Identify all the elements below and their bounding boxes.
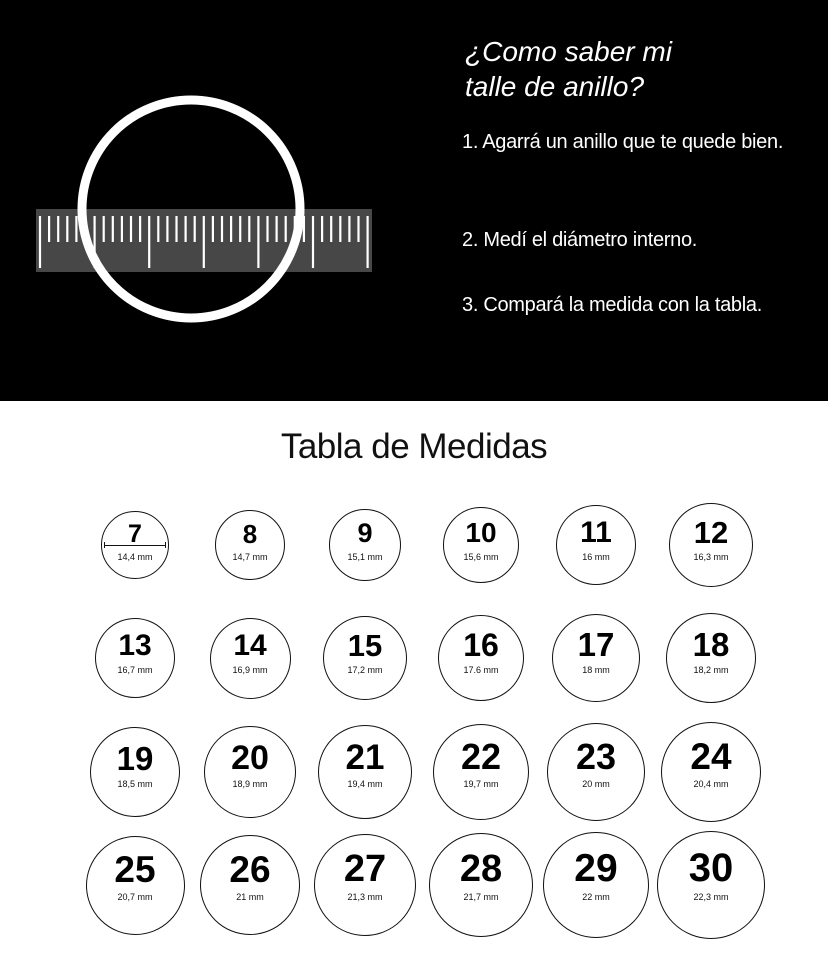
size-circle-9 xyxy=(329,509,401,581)
size-circle-19 xyxy=(90,727,180,817)
size-diameter: 20 mm xyxy=(582,779,610,789)
size-number: 20 xyxy=(231,738,269,777)
diameter-measure-line xyxy=(104,545,166,546)
step-1: 1. Agarrá un anillo que te quede bien. xyxy=(462,131,784,153)
size-diameter: 18,5 mm xyxy=(117,779,153,789)
size-diameter: 21,7 mm xyxy=(463,892,499,902)
size-circle-20 xyxy=(204,726,296,818)
size-circle-18 xyxy=(666,613,756,703)
size-number: 10 xyxy=(465,517,497,549)
step-3: 3. Compará la medida con la tabla. xyxy=(462,294,762,316)
size-diameter: 18 mm xyxy=(582,665,610,675)
size-diameter: 17,2 mm xyxy=(347,665,383,675)
size-number: 15 xyxy=(347,627,383,663)
size-number: 13 xyxy=(118,628,152,662)
size-number: 24 xyxy=(690,735,732,777)
size-number: 19 xyxy=(116,739,154,777)
size-number: 30 xyxy=(688,846,734,890)
size-diameter: 21 mm xyxy=(236,892,264,902)
size-diameter: 16 mm xyxy=(582,552,610,562)
size-diameter: 16,9 mm xyxy=(232,665,268,675)
size-diameter: 20,4 mm xyxy=(693,779,729,789)
size-circle-12 xyxy=(669,503,753,587)
hero-title-line1: ¿Como saber mi xyxy=(465,36,672,67)
size-diameter: 18,9 mm xyxy=(232,779,268,789)
size-circle-30 xyxy=(657,831,765,939)
size-number: 9 xyxy=(357,518,373,549)
size-number: 11 xyxy=(580,515,612,549)
size-diameter: 22 mm xyxy=(582,892,610,902)
size-table-title: Tabla de Medidas xyxy=(280,427,548,466)
size-diameter: 19,7 mm xyxy=(463,779,499,789)
size-diameter: 22,3 mm xyxy=(693,892,729,902)
hero-title-line2: talle de anillo? xyxy=(465,71,645,102)
size-diameter: 14,7 mm xyxy=(232,552,268,562)
size-number: 28 xyxy=(459,847,503,890)
size-diameter: 16,7 mm xyxy=(117,665,153,675)
size-diameter: 15,1 mm xyxy=(347,552,383,562)
size-circle-10 xyxy=(443,507,519,583)
step-2: 2. Medí el diámetro interno. xyxy=(462,229,698,251)
size-circle-26 xyxy=(200,835,300,935)
hero-title xyxy=(465,34,805,104)
size-number: 21 xyxy=(345,737,385,777)
size-number: 12 xyxy=(693,514,729,550)
size-circle-25 xyxy=(86,836,185,935)
size-number: 22 xyxy=(460,735,502,777)
size-diameter: 21,3 mm xyxy=(347,892,383,902)
size-number: 23 xyxy=(575,735,617,777)
size-diameter: 15,6 mm xyxy=(463,552,499,562)
size-circle-14 xyxy=(210,618,291,699)
diameter-measure-tick xyxy=(104,542,105,548)
size-number: 29 xyxy=(574,846,618,890)
diameter-measure-tick xyxy=(165,542,166,548)
size-number: 26 xyxy=(229,848,271,890)
size-circle-8 xyxy=(215,510,285,580)
size-number: 27 xyxy=(343,847,387,890)
size-circle-23 xyxy=(547,723,645,821)
size-circle-17 xyxy=(552,614,640,702)
hero-banner xyxy=(0,0,828,401)
size-number: 16 xyxy=(463,626,499,663)
size-circle-24 xyxy=(661,722,761,822)
size-circle-27 xyxy=(314,834,416,936)
size-diameter: 18,2 mm xyxy=(693,665,729,675)
size-number: 14 xyxy=(233,628,267,662)
size-diameter: 16,3 mm xyxy=(693,552,729,562)
size-number: 25 xyxy=(114,848,156,890)
size-circle-16 xyxy=(438,615,524,701)
size-circle-21 xyxy=(318,725,412,819)
size-circle-15 xyxy=(323,616,407,700)
size-circle-13 xyxy=(95,618,175,698)
size-circle-11 xyxy=(556,505,636,585)
size-circle-29 xyxy=(543,832,649,938)
size-number: 8 xyxy=(242,519,258,550)
size-diameter: 14,4 mm xyxy=(117,552,153,562)
size-number: 7 xyxy=(128,520,142,549)
size-diameter: 20,7 mm xyxy=(117,892,153,902)
size-circle-7 xyxy=(101,511,169,579)
size-circle-22 xyxy=(433,724,529,820)
size-diameter: 19,4 mm xyxy=(347,779,383,789)
ring-ruler-illustration xyxy=(0,0,420,401)
size-number: 17 xyxy=(577,625,615,663)
size-circle-28 xyxy=(429,833,533,937)
size-number: 18 xyxy=(692,625,730,663)
size-diameter: 17.6 mm xyxy=(463,665,499,675)
ring-on-ruler-graphic xyxy=(0,0,420,401)
